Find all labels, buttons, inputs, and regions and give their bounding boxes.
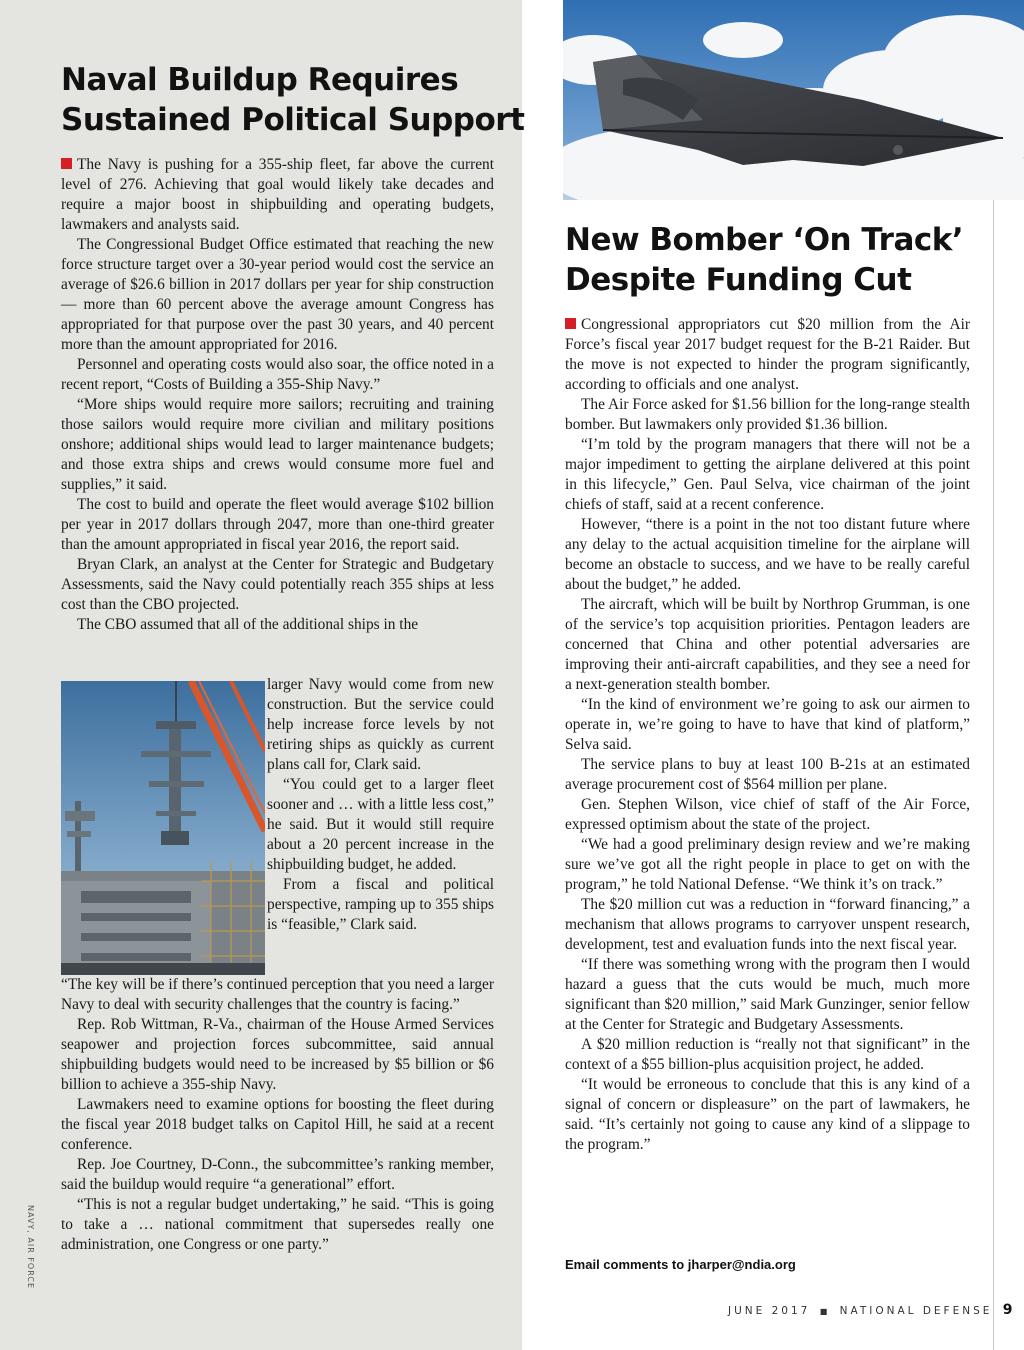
right-paragraph-3: “I’m told by the program managers that there will not be a major impediment to getting the airplane delivered at this point in this lifecycle,” Gen. Paul Selva, vice chairman of the joint chiefs of staff, said at a recent conference. [565,436,970,513]
left-paragraph-3: Personnel and operating costs would also soar, the office noted in a recent report, “Costs of Building a 355-Ship Navy.” [61,356,494,393]
footer-date: JUNE 2017 [728,1305,811,1317]
left-article-body-bottom [61,975,494,1255]
left-article-headline [61,60,524,140]
left-paragraph-4: “More ships would require more sailors; recruiting and training those sailors would require more civilian and military positions onshore; additional ships would lead to larger maintenance budgets; and those extra ships and crews would consume more fuel and supplies,” it said. [61,396,494,493]
right-article-body [565,315,970,1155]
page-footer [728,1302,1012,1318]
right-paragraph-2: The Air Force asked for $1.56 billion for the long-range stealth bomber. But lawmakers only provided $1.36 billion. [565,396,970,433]
left-paragraph-2: The Congressional Budget Office estimated that reaching the new force structure target over a 30-year period would cost the service an average of $26.6 billion in 2017 dollars per year for ship construction — more than 60 percent above the average amount Congress has appropriated for that purpose over the past 30 years, and 40 percent more than the amount appropriated for 2016. [61,236,494,353]
photo-credit: NAVY, AIR FORCE [26,1205,35,1290]
email-comments-link[interactable]: Email comments to jharper@ndia.org [565,1257,796,1272]
right-article-headline [565,220,963,300]
red-square-bullet-icon [565,318,576,329]
right-paragraph-9: “We had a good preliminary design review and we’re making sure we’ve got all the right people in place to get on with the program,” he told National Defense. “We think it’s on track.” [565,836,970,893]
left-paragraph-10: From a fiscal and political perspective, ramping up to 355 ships is “feasible,” Clark said. [267,876,494,933]
column-divider [993,200,994,1350]
left-paragraph-5: The cost to build and operate the fleet would average $102 billion per year in 2017 dollars through 2047, more than one-third greater than the amount appropriated in fiscal year 2016, the report said. [61,496,494,553]
shipbuilding-crane-photo [61,681,265,975]
right-headline-line2: Despite Funding Cut [565,262,912,298]
left-paragraph-12: Rep. Rob Wittman, R-Va., chairman of the House Armed Services seapower and projection forces subcommittee, said annual shipbuilding budgets would need to be increased by $5 billion or $6 billion to achieve a 355-ship Navy. [61,1016,494,1093]
left-article-body-wrap [267,675,494,935]
page-number: 9 [1002,1302,1013,1318]
right-paragraph-4: However, “there is a point in the not too distant future where any delay to the actual acquisition timeline for the airplane will become an obstacle to success, and we have to be really careful about the budget,” he added. [565,516,970,593]
left-headline-line1: Naval Buildup Requires [61,62,459,98]
right-paragraph-10: The $20 million cut was a reduction in “forward financing,” a mechanism that allows programs to carryover unspent research, development, test and evaluation funds into the next fiscal year. [565,896,970,953]
footer-publication: NATIONAL DEFENSE [839,1305,993,1317]
right-paragraph-11: “If there was something wrong with the program then I would hazard a guess that the cuts would be much, much more significant than $20 million,” said Mark Gunzinger, senior fellow at the Center for Strategic and Budgetary Assessments. [565,956,970,1033]
right-paragraph-12: A $20 million reduction is “really not that significant” in the context of a $55 billion-plus acquisition project, he added. [565,1036,970,1073]
left-paragraph-6: Bryan Clark, an analyst at the Center for Strategic and Budgetary Assessments, said the Navy could potentially reach 355 ships at less cost than the CBO projected. [61,556,494,613]
left-headline-line2: Sustained Political Support [61,102,525,138]
footer-separator-icon: ■ [819,1307,831,1316]
left-paragraph-9: “You could get to a larger fleet sooner and … with a little less cost,” he said. But it would still require about a 20 percent increase in the shipbuilding budget, he added. [267,776,494,873]
right-paragraph-7: The service plans to buy at least 100 B-21s at an estimated average procurement cost of $564 million per plane. [565,756,970,793]
right-paragraph-13: “It would be erroneous to conclude that this is any kind of a signal of concern or displeasure” on the part of lawmakers, he said. “It’s certainly not going to cause any kind of a slippage to the program.” [565,1076,970,1153]
b21-bomber-photo [563,0,1024,200]
left-article-body-top [61,155,494,635]
left-paragraph-15: “This is not a regular budget undertaking,” he said. “This is going to take a … national commitment that supersedes really one administration, one Congress or one party.” [61,1196,494,1253]
right-paragraph-1: Congressional appropriators cut $20 million from the Air Force’s fiscal year 2017 budget request for the B-21 Raider. But the move is not expected to hinder the program significantly, according to officials and one analyst. [565,316,970,393]
left-paragraph-7: The CBO assumed that all of the additional ships in the [77,616,419,633]
left-paragraph-8: larger Navy would come from new construction. But the service could help increase force levels by not retiring ships as quickly as current plans call for, Clark said. [267,676,494,773]
crane-photo-illustration [61,681,265,975]
left-paragraph-11: “The key will be if there’s continued perception that you need a larger Navy to deal with security challenges that the country is facing.” [61,976,494,1013]
right-paragraph-6: “In the kind of environment we’re going to ask our airmen to operate in, we’re going to have to have that kind of platform,” Selva said. [565,696,970,753]
left-paragraph-1: The Navy is pushing for a 355-ship fleet, far above the current level of 276. Achieving that goal would likely take decades and require a major boost in shipbuilding and operating budgets, lawmakers and analysts said. [61,156,494,233]
red-square-bullet-icon [61,158,72,169]
left-paragraph-13: Lawmakers need to examine options for boosting the fleet during the fiscal year 2018 budget talks on Capitol Hill, he said at a recent conference. [61,1096,494,1153]
right-headline-line1: New Bomber ‘On Track’ [565,222,964,258]
left-paragraph-14: Rep. Joe Courtney, D-Conn., the subcommittee’s ranking member, said the buildup would require “a generational” effort. [61,1156,494,1193]
right-paragraph-5: The aircraft, which will be built by Northrop Grumman, is one of the service’s top acquisition priorities. Pentagon leaders are concerned that China and other potential adversaries are improving their anti-aircraft capabilities, and they see a need for a next-generation stealth bomber. [565,596,970,693]
bomber-photo-illustration [563,0,1024,200]
right-paragraph-8: Gen. Stephen Wilson, vice chief of staff of the Air Force, expressed optimism about the state of the project. [565,796,970,833]
